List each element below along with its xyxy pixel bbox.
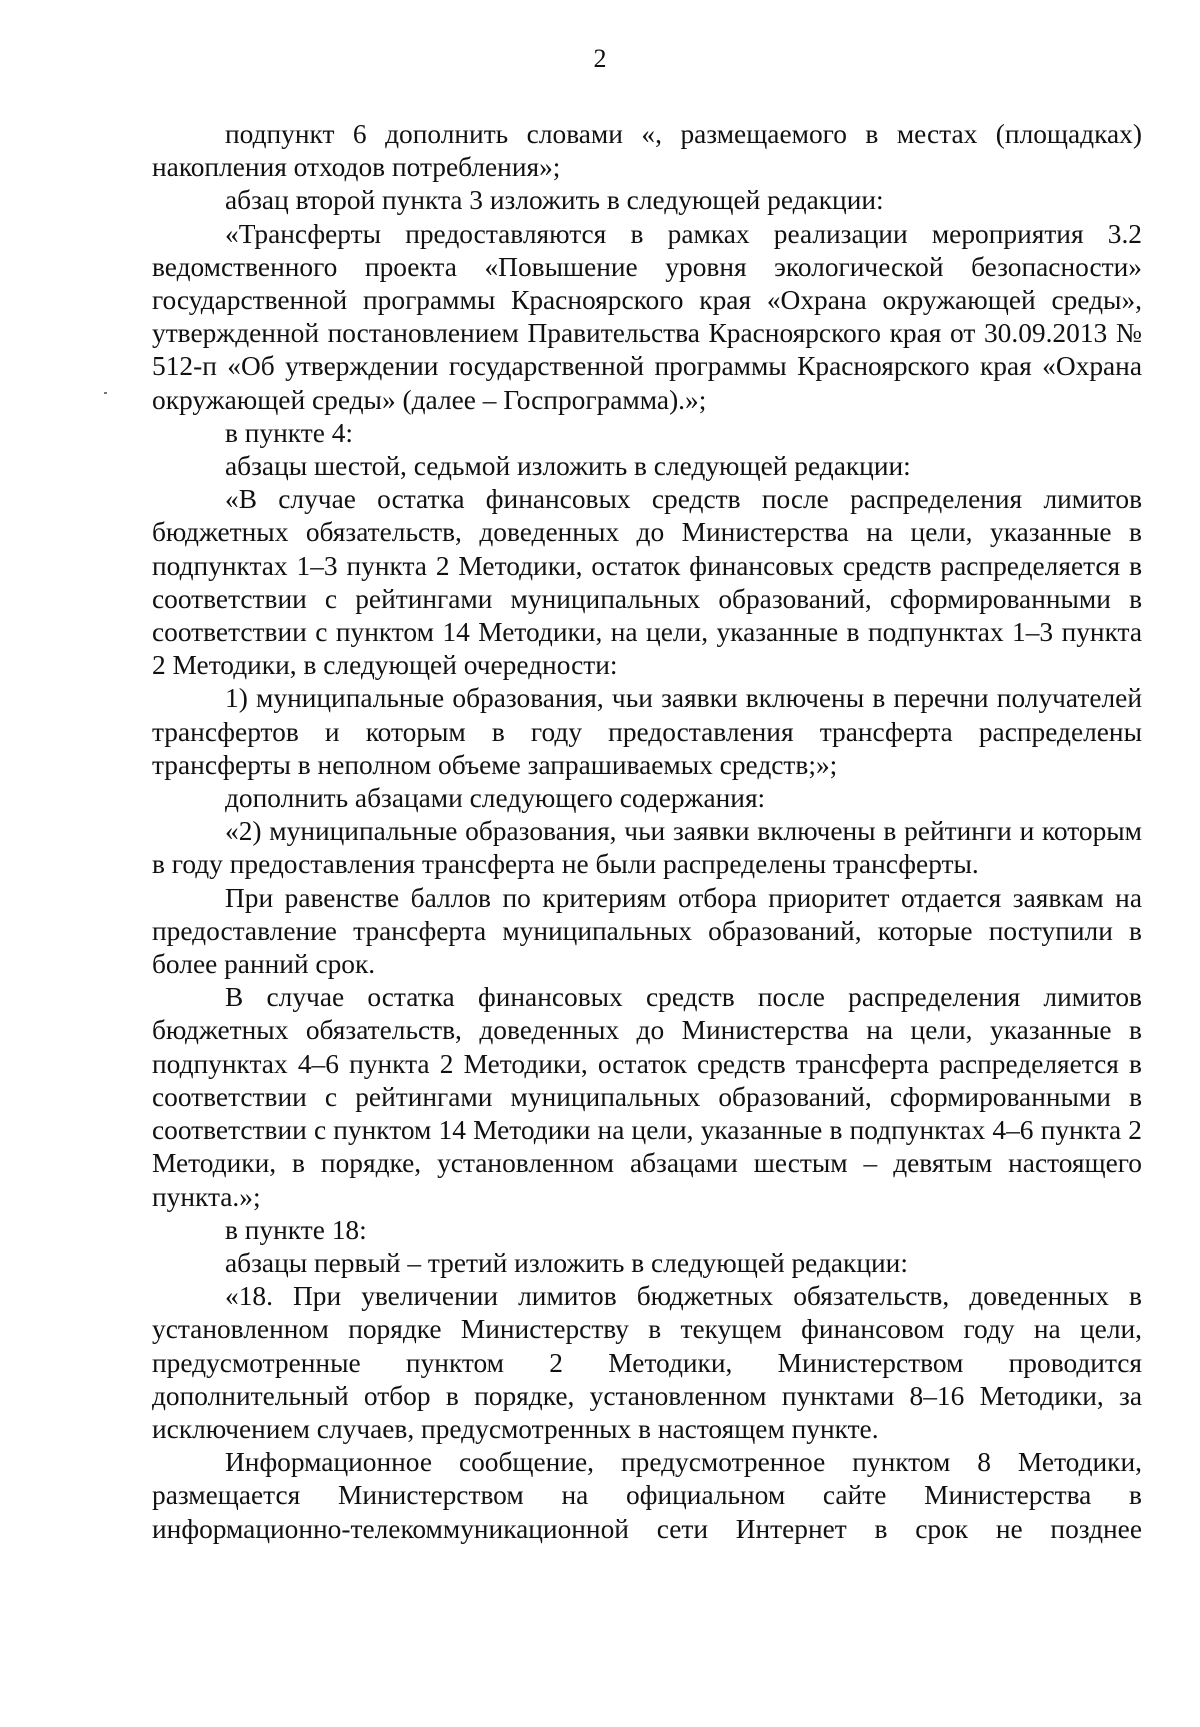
paragraph: Информационное сообщение, предусмотренное пунктом 8 Методики, размещается Министерством на официальном сайте Министерства в информационно-телекоммуникационной сети Интернет в срок не позднее	[152, 1447, 1142, 1544]
paragraph: в пункте 18:	[225, 1214, 367, 1245]
paragraph: дополнить абзацами следующего содержания:	[225, 783, 766, 814]
paragraph: подпункт 6 дополнить словами «, размещаемого в местах (площадках) накопления отходов потребления»;	[152, 119, 1142, 183]
paragraph: «В случае остатка финансовых средств после распределения лимитов бюджетных обязательств, доведенных до Министерства на цели, указанные в подпунктах 1–3 пункта 2 Методики, остаток финансовых средств распределяется в соответствии с рейтингами муниципальных образований, сформированными в соответствии с пунктом 14 Методики, на цели, указанные в подпунктах 1–3 пункта 2 Методики, в следующей очередности:	[152, 484, 1142, 681]
document-body	[152, 118, 1142, 1546]
margin-mark	[104, 392, 107, 394]
paragraph: «2) муниципальные образования, чьи заявки включены в рейтинги и которым в году предоставления трансферта не были распределены трансферты.	[152, 816, 1142, 880]
paragraph: абзацы шестой, седьмой изложить в следующей редакции:	[225, 451, 911, 482]
paragraph: В случае остатка финансовых средств после распределения лимитов бюджетных обязательств, доведенных до Министерства на цели, указанные в подпунктах 4–6 пункта 2 Методики, остаток средств трансферта распределяется в соответствии с рейтингами муниципальных образований, сформированными в соответствии с пунктом 14 Методики на цели, указанные в подпунктах 4–6 пункта 2 Методики, в порядке, установленном абзацами шестым – девятым настоящего пункта.»;	[152, 982, 1142, 1212]
paragraph: абзацы первый – третий изложить в следующей редакции:	[225, 1247, 908, 1278]
paragraph: в пункте 4:	[225, 417, 354, 448]
paragraph: «Трансферты предоставляются в рамках реализации мероприятия 3.2 ведомственного проекта «Повышение уровня экологической безопасности» государственной программы Красноярского края «Охрана окружающей среды», утвержденной постановлением Правительства Красноярского края от 30.09.2013 № 512-п «Об утверждении государственной программы Красноярского края «Охрана окружающей среды» (далее – Госпрограмма).»;	[152, 218, 1142, 415]
paragraph: При равенстве баллов по критериям отбора приоритет отдается заявкам на предоставление трансферта муниципальных образований, которые поступили в более ранний срок.	[152, 882, 1142, 980]
page-number: 2	[593, 44, 607, 73]
paragraph: абзац второй пункта 3 изложить в следующей редакции:	[225, 185, 884, 216]
paragraph: «18. При увеличении лимитов бюджетных обязательств, доведенных в установленном порядке Министерству в текущем финансовом году на цели, предусмотренные пунктом 2 Методики, Министерством проводится дополнительный отбор в порядке, установленном пунктами 8–16 Методики, за исключением случаев, предусмотренных в настоящем пункте.	[152, 1281, 1142, 1444]
paragraph: 1) муниципальные образования, чьи заявки включены в перечни получателей трансфертов и которым в году предоставления трансферта распределены трансферты в неполном объеме запрашиваемых средств;»;	[152, 683, 1142, 780]
